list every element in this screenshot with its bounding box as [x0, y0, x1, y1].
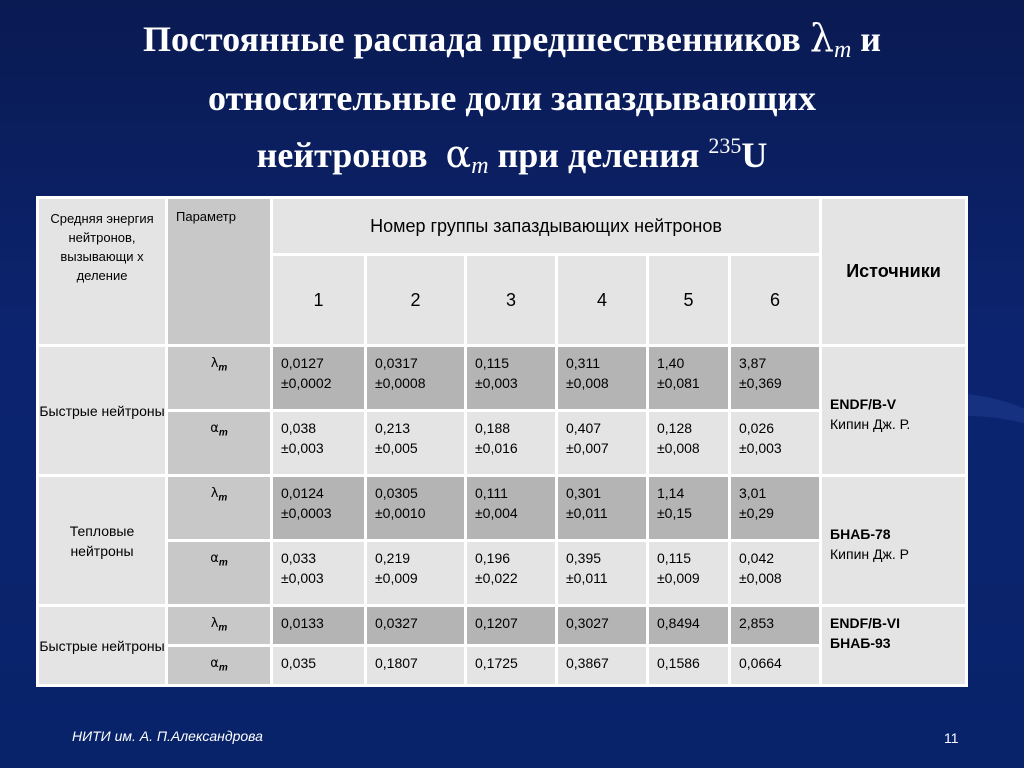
param-alpha: $\alpha_m$ [167, 411, 272, 476]
alpha-symbol: α [445, 132, 472, 176]
value-cell: 0,301 ±0,011 [557, 476, 648, 541]
param-alpha: $\alpha_m$ [167, 541, 272, 606]
source-cell: ENDF/B-V Кипин Дж. Р. [821, 346, 967, 476]
value-cell: 0,3867 [557, 646, 648, 686]
footer-organization: НИТИ им. А. П.Александрова [72, 728, 263, 744]
category-fast-neutrons: Быстрые нейтроны [38, 346, 167, 476]
value-cell: 0,0133 [272, 606, 366, 646]
value-cell: 0,196 ±0,022 [466, 541, 557, 606]
value-cell: 0,311 ±0,008 [557, 346, 648, 411]
param-lambda: $\lambda_m$ [167, 476, 272, 541]
title-line-2: относительные доли запаздывающих [207, 78, 817, 118]
value-cell: 0,395 ±0,011 [557, 541, 648, 606]
value-cell: 0,042 ±0,008 [730, 541, 821, 606]
value-cell: 3,01 ±0,29 [730, 476, 821, 541]
group-1-header: 1 [272, 255, 366, 346]
value-cell: 0,035 [272, 646, 366, 686]
value-cell: 0,0664 [730, 646, 821, 686]
header-param: Параметр [167, 198, 272, 346]
param-alpha: $\alpha_m$ [167, 646, 272, 686]
delayed-neutron-table [36, 196, 968, 687]
lambda-symbol: λ [809, 16, 834, 60]
header-group-number: Номер группы запаздывающих нейтронов [272, 198, 821, 255]
value-cell: 1,40 ±0,081 [648, 346, 730, 411]
source-cell: БНАБ-78 Кипин Дж. Р [821, 476, 967, 606]
value-cell: 0,188 ±0,016 [466, 411, 557, 476]
title-line-1: Постоянные распада предшественников $\lambda_m$ и [142, 16, 882, 63]
slide-title [40, 14, 984, 190]
param-lambda: $\lambda_m$ [167, 346, 272, 411]
value-cell: 0,0327 [366, 606, 466, 646]
param-lambda: $\lambda_m$ [167, 606, 272, 646]
value-cell: 0,219 ±0,009 [366, 541, 466, 606]
value-cell: 0,038 ±0,003 [272, 411, 366, 476]
value-cell: 0,8494 [648, 606, 730, 646]
value-cell: 0,1807 [366, 646, 466, 686]
value-cell: 0,0305 ±0,0010 [366, 476, 466, 541]
header-energy: Средняя энергия нейтронов, вызывающи х деление [38, 198, 167, 346]
value-cell: 0,111 ±0,004 [466, 476, 557, 541]
value-cell: 0,407 ±0,007 [557, 411, 648, 476]
value-cell: 0,213 ±0,005 [366, 411, 466, 476]
category-thermal-neutrons: Тепловые нейтроны [38, 476, 167, 606]
group-3-header: 3 [466, 255, 557, 346]
value-cell: 0,0124 ±0,0003 [272, 476, 366, 541]
value-cell: 2,853 [730, 606, 821, 646]
value-cell: 0,0127 ±0,0002 [272, 346, 366, 411]
category-fast-neutrons: Быстрые нейтроны [38, 606, 167, 686]
source-cell: ENDF/B-VI БНАБ-93 [821, 606, 967, 686]
group-2-header: 2 [366, 255, 466, 346]
value-cell: 3,87 ±0,369 [730, 346, 821, 411]
value-cell: 0,115 ±0,003 [466, 346, 557, 411]
value-cell: 0,115 ±0,009 [648, 541, 730, 606]
value-cell: 0,1586 [648, 646, 730, 686]
value-cell: 0,128 ±0,008 [648, 411, 730, 476]
value-cell: 1,14 ±0,15 [648, 476, 730, 541]
value-cell: 0,0317 ±0,0008 [366, 346, 466, 411]
value-cell: 0,026 ±0,003 [730, 411, 821, 476]
page-number: 11 [944, 730, 959, 746]
value-cell: 0,1725 [466, 646, 557, 686]
value-cell: 0,3027 [557, 606, 648, 646]
group-6-header: 6 [730, 255, 821, 346]
header-sources: Источники [821, 198, 967, 346]
group-5-header: 5 [648, 255, 730, 346]
value-cell: 0,033 ±0,003 [272, 541, 366, 606]
group-4-header: 4 [557, 255, 648, 346]
title-line-3: нейтронов $\alpha_m$ при деления $^{235}$U [256, 132, 768, 179]
value-cell: 0,1207 [466, 606, 557, 646]
